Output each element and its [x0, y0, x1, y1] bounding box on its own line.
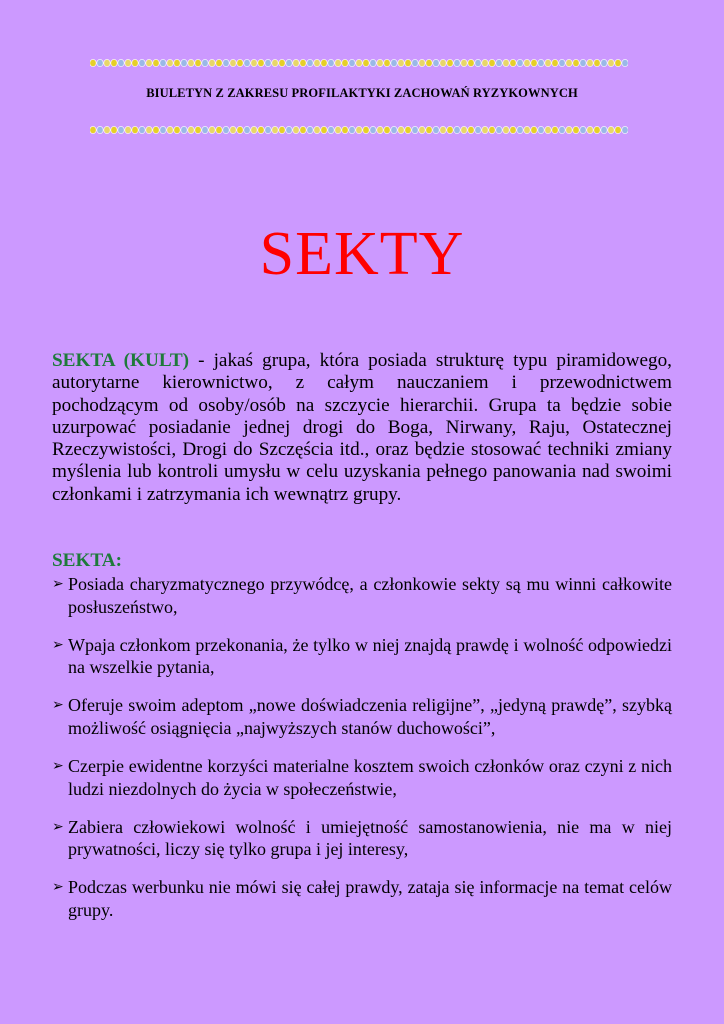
list-item — [52, 816, 672, 861]
list-item-text: Oferuje swoim adeptom „nowe doświadczenia religijne”, „jedyną prawdę”, szybką możliwość osiągnięcia „najwyższych stanów duchowości”, — [68, 695, 672, 738]
definition-text: - jakaś grupa, która posiada strukturę typu piramidowego, autorytarne kierownictwo, z całym nauczaniem i przewodnictwem pochodzącym od osoby/osób na szczycie hierarchii. Grupa ta będzie sobie uzurpować posiadanie jednej drogi do Boga, Nirwany, Raju, Ostatecznej Rzeczywistości, Drogi do Szczęścia itd., oraz będzie stosować techniki zmiany myślenia lub kontroli umysłu w celu uzyskania pełnego panowania nad swoimi członkami i zatrzymania ich wewnątrz grupy. — [52, 350, 672, 505]
list-item — [52, 876, 672, 921]
list-item-text: Posiada charyzmatycznego przywódcę, a członkowie sekty są mu winni całkowite posłuszeństwo, — [68, 574, 672, 617]
definition-term: SEKTA (KULT) — [52, 350, 190, 371]
list-item — [52, 694, 672, 739]
list-item — [52, 634, 672, 679]
arrowhead-bullet-icon: ➢ — [52, 636, 64, 653]
arrowhead-bullet-icon: ➢ — [52, 758, 64, 775]
beaded-border-icon — [90, 58, 628, 68]
list-item-text: Czerpie ewidentne korzyści materialne kosztem swoich członków oraz czyni z nich ludzi niezdolnych do życia w społeczeństwie, — [68, 756, 672, 799]
arrowhead-bullet-icon: ➢ — [52, 576, 64, 592]
list-item-text: Podczas werbunku nie mówi się całej prawdy, zataja się informacje na temat celów grupy. — [68, 877, 672, 921]
list-heading: SEKTA: — [52, 550, 123, 571]
bottom-decorative-border — [90, 125, 628, 135]
list-item — [52, 755, 672, 800]
bulletin-header: BIULETYN Z ZAKRESU PROFILAKTYKI ZACHOWAŃ RYZYKOWNYCH — [146, 86, 578, 100]
definition-paragraph — [52, 350, 672, 506]
arrowhead-bullet-icon: ➢ — [52, 879, 64, 896]
characteristics-list — [52, 573, 672, 937]
list-item-text: Wpaja członkom przekonania, że tylko w niej znajdą prawdę i wolność odpowiedzi na wszelkie pytania, — [68, 634, 672, 678]
list-item-text: Zabiera człowiekowi wolność i umiejętność samostanowienia, nie ma w niej prywatności, liczy się tylko grupa i jej interesy, — [68, 816, 672, 860]
beaded-border-icon — [90, 125, 628, 135]
list-item — [52, 573, 672, 618]
top-decorative-border — [90, 58, 628, 68]
page-title: SEKTY — [259, 220, 465, 288]
arrowhead-bullet-icon: ➢ — [52, 697, 64, 714]
arrowhead-bullet-icon: ➢ — [52, 818, 64, 835]
